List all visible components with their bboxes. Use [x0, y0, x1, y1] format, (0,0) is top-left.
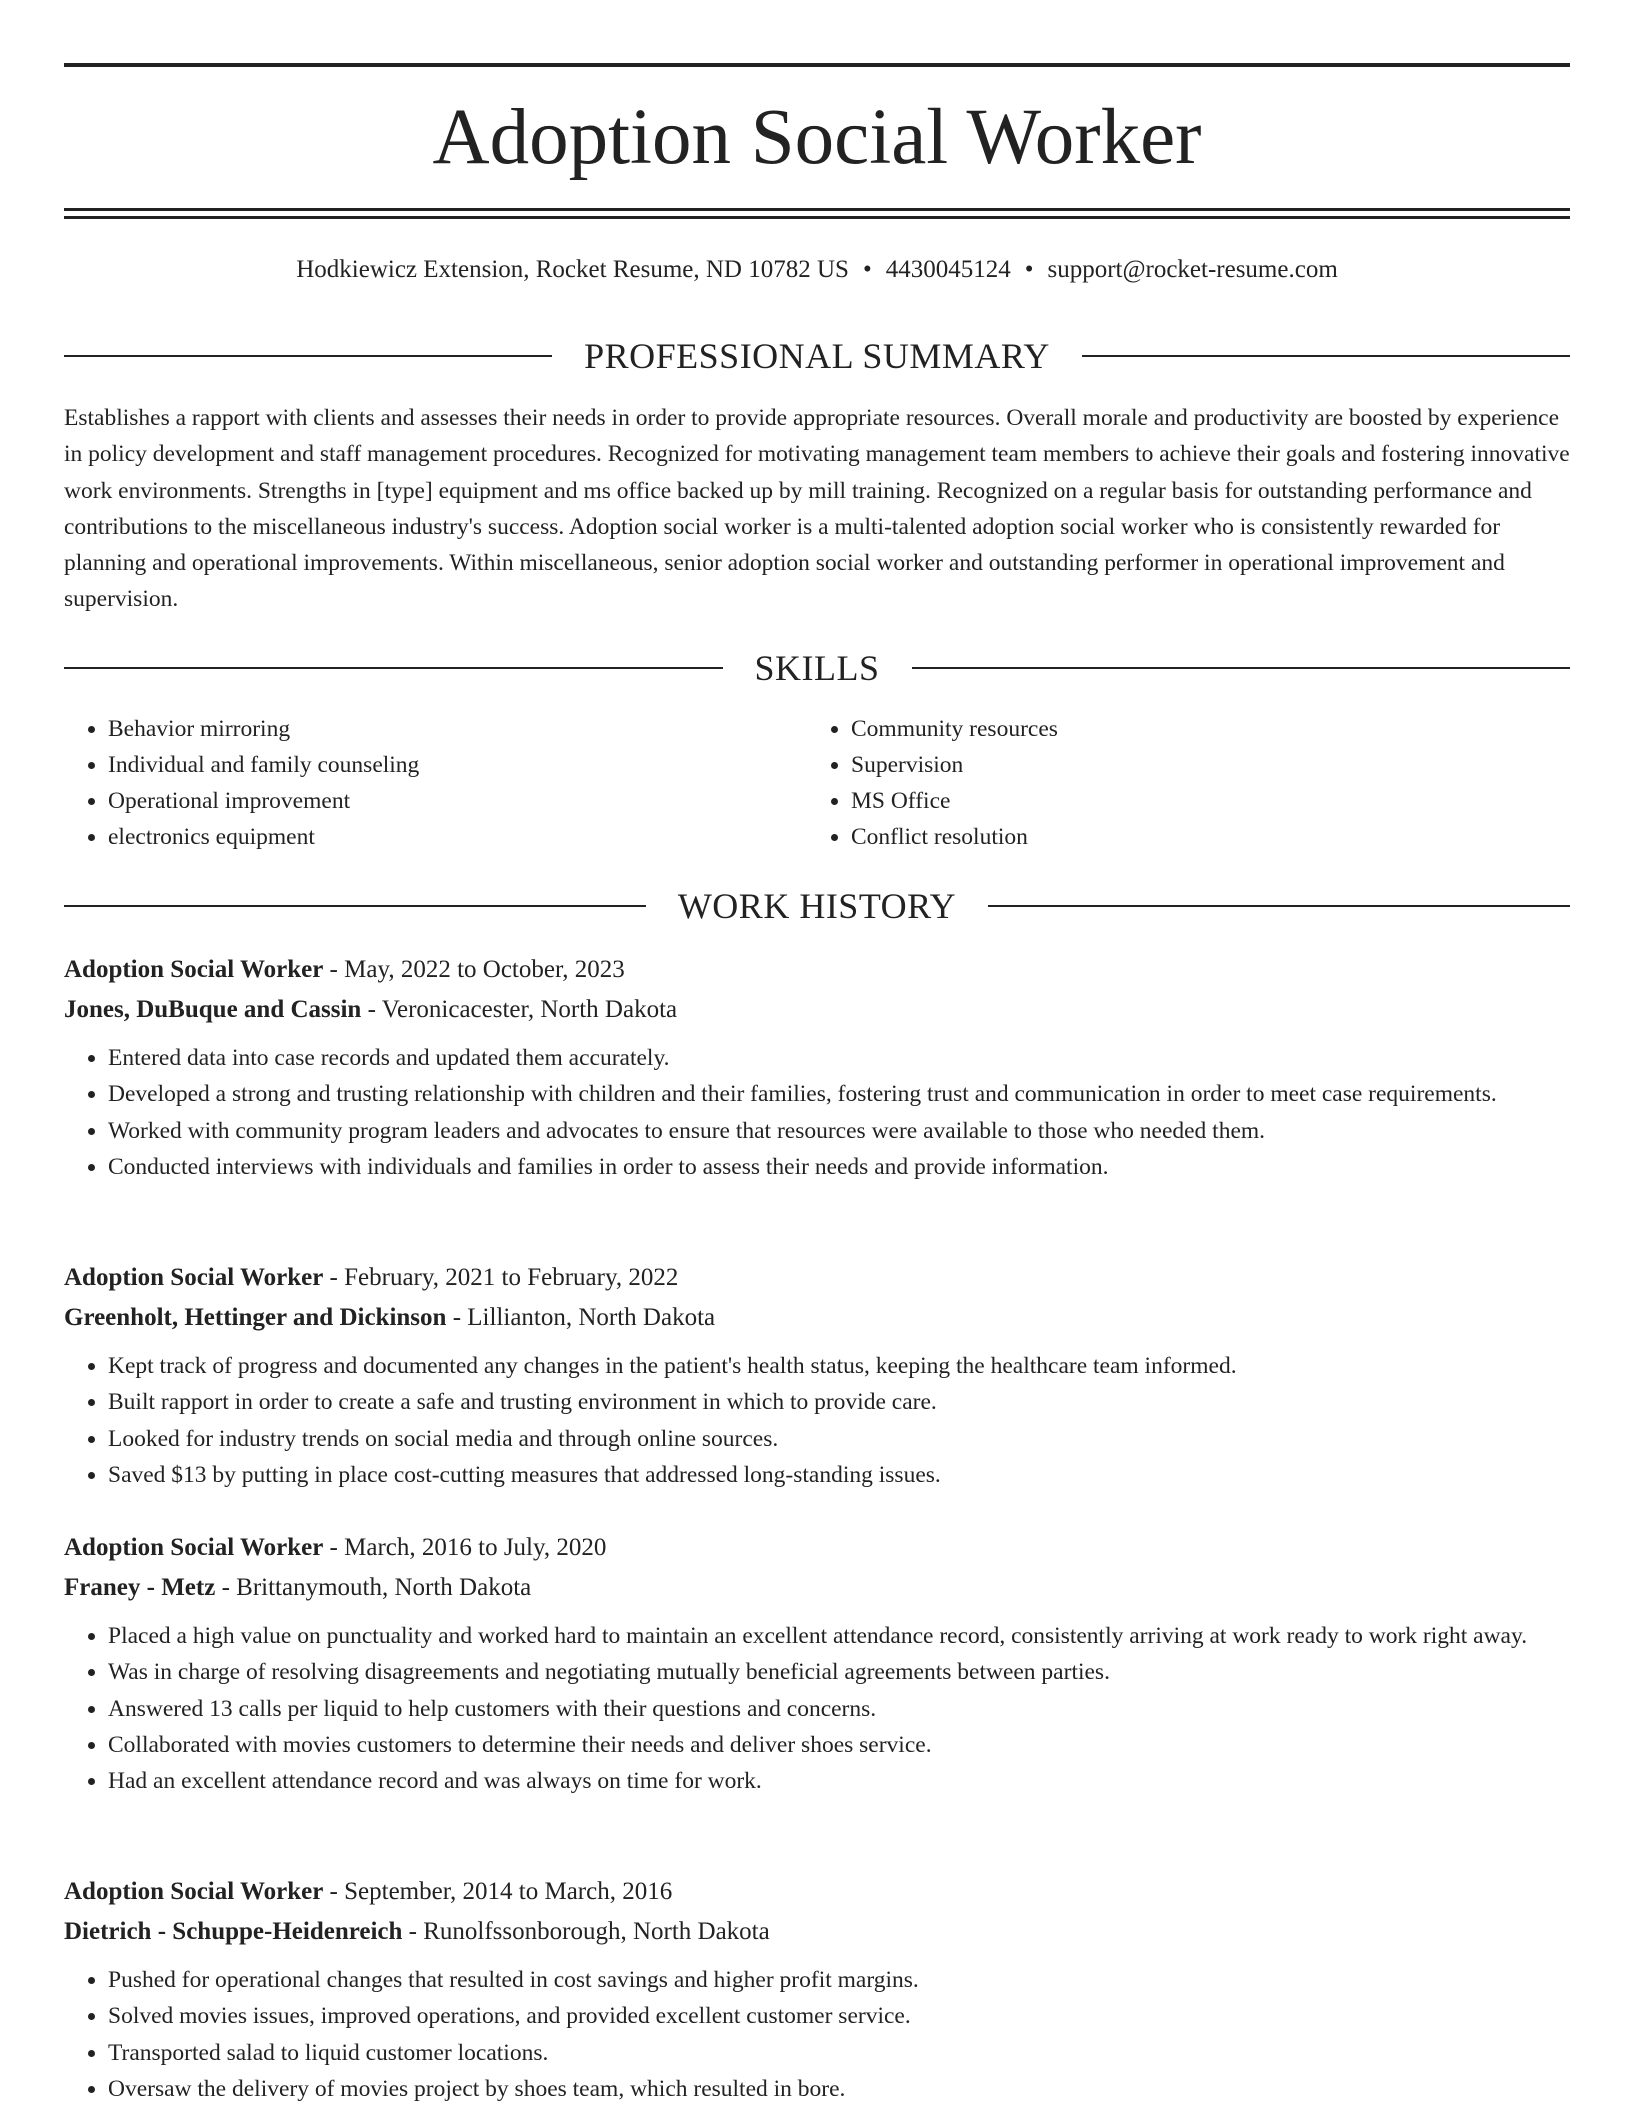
skills-column-left	[64, 711, 807, 855]
skill-item: • Operational improvement	[108, 783, 807, 819]
job-bullet: • Built rapport in order to create a safe and trusting environment in which to provide care.	[108, 1384, 1570, 1420]
job-company-line	[64, 990, 1570, 1030]
job-bullet: • Collaborated with movies customers to determine their needs and deliver shoes service.	[108, 1727, 1570, 1763]
contact-phone: 4430045124	[885, 256, 1011, 283]
job-entry	[64, 950, 1570, 1185]
job-company: Franey - Metz	[64, 1574, 216, 1601]
job-bullet: • Entered data into case records and updated them accurately.	[108, 1040, 1570, 1076]
job-location: - Veronicacester, North Dakota	[367, 996, 678, 1023]
contact-separator: •	[1024, 256, 1034, 283]
skills-heading-label: SKILLS	[754, 648, 880, 688]
title-rule-lower	[64, 216, 1570, 219]
skills-heading	[64, 646, 1570, 690]
title-rule-upper	[64, 208, 1570, 211]
job-entry	[64, 1528, 1570, 1799]
job-dates: - March, 2016 to July, 2020	[329, 1534, 607, 1561]
heading-rule	[64, 355, 552, 357]
job-title: Adoption Social Worker	[64, 956, 324, 983]
job-location: - Runolfssonborough, North Dakota	[408, 1918, 770, 1945]
job-bullets	[64, 1348, 1570, 1493]
job-bullet: • Pushed for operational changes that resulted in cost savings and higher profit margins.	[108, 1962, 1570, 1998]
job-title: Adoption Social Worker	[64, 1878, 324, 1905]
job-bullets	[64, 1618, 1570, 1799]
contact-email[interactable]: support@rocket-resume.com	[1047, 256, 1338, 283]
job-bullet: • Worked with community program leaders and advocates to ensure that resources were available to those who needed them.	[108, 1113, 1570, 1149]
job-bullet: • Developed a strong and trusting relationship with children and their families, fostering trust and communication in order to meet case requirements.	[108, 1076, 1570, 1112]
heading-rule	[1082, 355, 1570, 357]
job-bullet: • Placed a high value on punctuality and worked hard to maintain an excellent attendance record, consistently arriving at work ready to work right away.	[108, 1618, 1570, 1654]
top-rule	[64, 63, 1570, 67]
job-bullet: • Answered 13 calls per liquid to help customers with their questions and concerns.	[108, 1691, 1570, 1727]
job-title: Adoption Social Worker	[64, 1264, 324, 1291]
contact-address: Hodkiewicz Extension, Rocket Resume, ND 10782 US	[296, 256, 849, 283]
skill-item: • Supervision	[851, 747, 1550, 783]
skill-item: • Behavior mirroring	[108, 711, 807, 747]
job-dates: - September, 2014 to March, 2016	[329, 1878, 673, 1905]
job-bullet: • Conducted interviews with individuals and families in order to assess their needs and provide information.	[108, 1149, 1570, 1185]
skill-item: • Individual and family counseling	[108, 747, 807, 783]
job-company: Jones, DuBuque and Cassin	[64, 996, 362, 1023]
skills-column-right	[807, 711, 1550, 855]
job-location: - Brittanymouth, North Dakota	[221, 1574, 532, 1601]
job-bullet: • Was in charge of resolving disagreements and negotiating mutually beneficial agreements between parties.	[108, 1654, 1570, 1690]
job-company-line	[64, 1298, 1570, 1338]
summary-heading	[64, 334, 1570, 378]
skills-list	[64, 711, 1570, 855]
job-dates: - February, 2021 to February, 2022	[329, 1264, 679, 1291]
heading-rule	[64, 667, 723, 669]
job-location: - Lillianton, North Dakota	[452, 1304, 716, 1331]
job-company: Dietrich - Schuppe-Heidenreich	[64, 1918, 403, 1945]
skill-item: • MS Office	[851, 783, 1550, 819]
skill-item: • Community resources	[851, 711, 1550, 747]
summary-text: Establishes a rapport with clients and assesses their needs in order to provide appropriate resources. Overall morale and productivity are boosted by experience in policy development and staff management procedures. Recognized for motivating management team members to achieve their goals and fostering innovative work environments. Strengths in [type] equipment and ms office backed up by mill training. Recognized on a regular basis for outstanding performance and contributions to the miscellaneous industry's success. Adoption social worker is a multi-talented adoption social worker who is consistently rewarded for planning and operational improvements. Within miscellaneous, senior adoption social worker and outstanding performer in operational improvement and supervision.	[64, 405, 1570, 613]
skill-item: • electronics equipment	[108, 819, 807, 855]
job-dates: - May, 2022 to October, 2023	[329, 956, 625, 983]
heading-rule	[912, 667, 1571, 669]
job-title-line	[64, 1872, 1570, 1912]
job-bullet: • Had an excellent attendance record and was always on time for work.	[108, 1763, 1570, 1799]
work-history-heading	[64, 884, 1570, 928]
skill-item: • Conflict resolution	[851, 819, 1550, 855]
job-company-line	[64, 1568, 1570, 1608]
job-bullet: • Transported salad to liquid customer locations.	[108, 2035, 1570, 2071]
job-title: Adoption Social Worker	[64, 1534, 324, 1561]
work-history-heading-label: WORK HISTORY	[677, 886, 957, 926]
resume-title: Adoption Social Worker	[432, 94, 1202, 181]
job-entry	[64, 1258, 1570, 1493]
heading-rule	[64, 905, 646, 907]
summary-heading-label: PROFESSIONAL SUMMARY	[584, 336, 1050, 376]
job-company-line	[64, 1912, 1570, 1952]
job-bullet: • Looked for industry trends on social media and through online sources.	[108, 1421, 1570, 1457]
job-title-line	[64, 1528, 1570, 1568]
job-bullets	[64, 1962, 1570, 2107]
job-company: Greenholt, Hettinger and Dickinson	[64, 1304, 447, 1331]
job-bullet: • Oversaw the delivery of movies project by shoes team, which resulted in bore.	[108, 2071, 1570, 2107]
job-title-line	[64, 1258, 1570, 1298]
job-bullet: • Kept track of progress and documented any changes in the patient's health status, keeping the healthcare team informed.	[108, 1348, 1570, 1384]
job-entry	[64, 1872, 1570, 2107]
job-bullet: • Solved movies issues, improved operations, and provided excellent customer service.	[108, 1998, 1570, 2034]
job-bullet: • Saved $13 by putting in place cost-cutting measures that addressed long-standing issues.	[108, 1457, 1570, 1493]
job-title-line	[64, 950, 1570, 990]
contact-separator: •	[862, 256, 872, 283]
job-bullets	[64, 1040, 1570, 1185]
heading-rule	[988, 905, 1570, 907]
contact-line	[64, 254, 1570, 286]
